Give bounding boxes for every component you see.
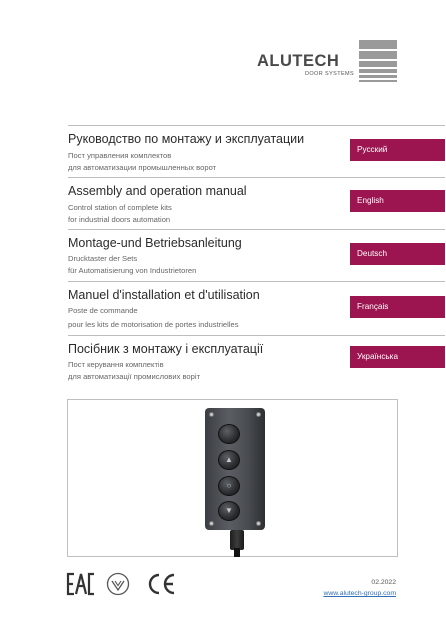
language-tab-german: Deutsch — [350, 243, 445, 265]
ce-mark-icon — [145, 572, 177, 596]
logo-bars-icon — [359, 40, 397, 82]
website-link[interactable]: www.alutech-group.com — [323, 590, 396, 597]
section-subtitle-line2: for industrial doors automation — [68, 215, 171, 224]
publication-date: 02.2022 — [371, 579, 396, 586]
screw-icon — [256, 521, 261, 526]
section-english — [68, 177, 445, 229]
language-tab-russian: Русский — [350, 139, 445, 161]
section-subtitle-line1: Control station of complete kits — [68, 203, 172, 212]
section-subtitle-line1: Пост керування комплектів — [68, 360, 164, 369]
section-title: Manuel d'installation et d'utilisation — [68, 288, 260, 302]
section-french — [68, 281, 445, 335]
down-button-image: ▼ — [218, 501, 240, 521]
cable-gland-image — [230, 530, 244, 550]
section-german — [68, 229, 445, 281]
section-divider — [68, 125, 445, 126]
language-tab-english: English — [350, 190, 445, 212]
section-divider — [68, 177, 445, 178]
ukraine-conformity-mark-icon — [106, 572, 130, 596]
section-divider — [68, 281, 445, 282]
section-title: Montage-und Betriebsanleitung — [68, 236, 242, 250]
section-divider — [68, 335, 445, 336]
section-subtitle-line2: для автоматизации промышленных ворот — [68, 163, 217, 172]
screw-icon — [209, 521, 214, 526]
eac-mark-icon — [66, 572, 96, 596]
section-subtitle-line1: Poste de commande — [68, 306, 138, 315]
pause-button-image: ○ — [218, 476, 240, 496]
language-tab-french: Français — [350, 296, 445, 318]
screw-icon — [209, 412, 214, 417]
section-russian — [68, 125, 445, 177]
section-ukrainian — [68, 335, 445, 387]
section-subtitle-line1: Пост управления комплектов — [68, 151, 172, 160]
brand-name: ALUTECH — [257, 52, 340, 70]
section-title: Посібник з монтажу і експлуатації — [68, 342, 264, 356]
screw-icon — [256, 412, 261, 417]
section-subtitle-line1: Drucktaster der Sets — [68, 254, 138, 263]
control-station-image — [205, 408, 265, 530]
brand-logo — [257, 40, 397, 82]
language-tab-ukrainian: Українська — [350, 346, 445, 368]
cable-image — [234, 548, 240, 557]
section-divider — [68, 229, 445, 230]
section-title: Руководство по монтажу и эксплуатации — [68, 132, 305, 146]
brand-subtitle: DOOR SYSTEMS — [305, 71, 355, 77]
section-subtitle-line2: für Automatisierung von Industrietoren — [68, 266, 197, 275]
section-subtitle-line2: для автоматизації промислових воріт — [68, 372, 201, 381]
up-button-image: ▲ — [218, 450, 240, 470]
stop-button-image — [218, 424, 240, 444]
section-title: Assembly and operation manual — [68, 184, 247, 198]
section-subtitle-line2: pour les kits de motorisation de portes industrielles — [68, 320, 239, 329]
